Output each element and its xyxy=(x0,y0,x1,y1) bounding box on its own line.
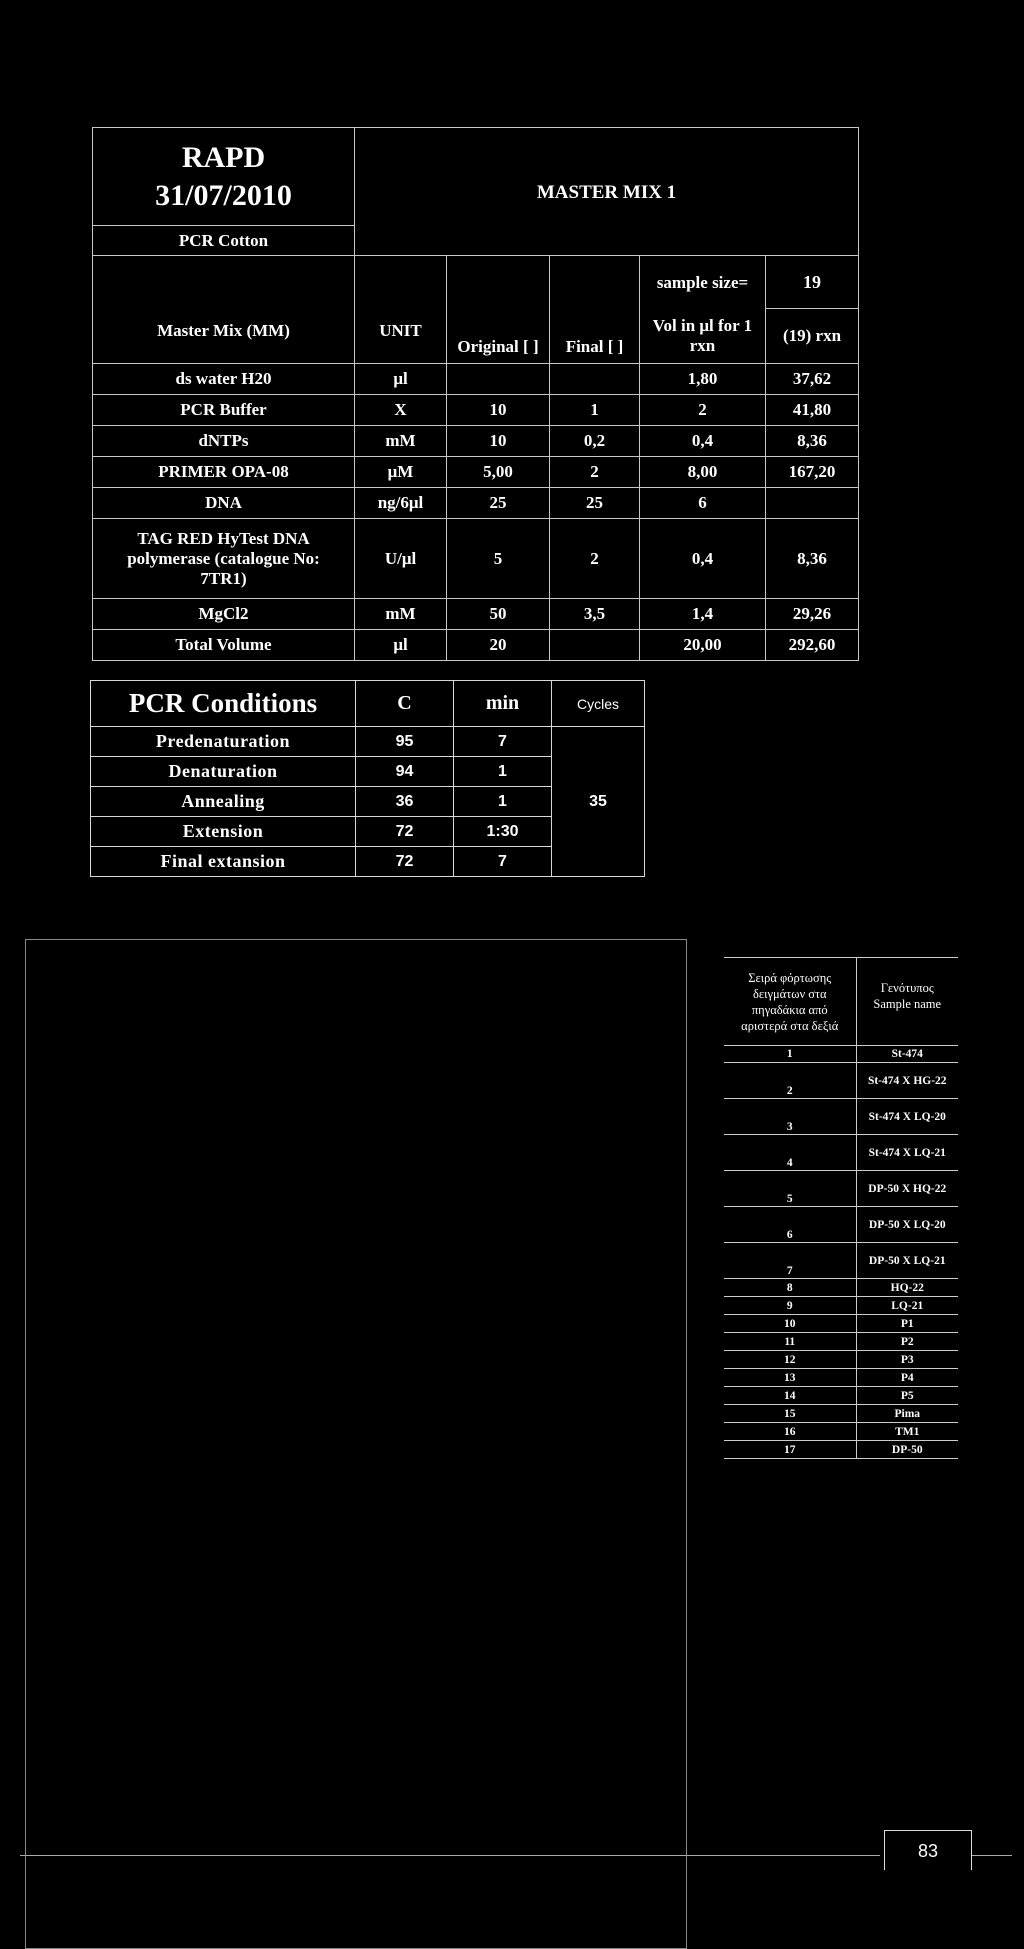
row-final xyxy=(550,364,640,395)
row-final xyxy=(550,630,640,661)
row-name: PCR Buffer xyxy=(93,395,355,426)
protocol-title: RAPD xyxy=(181,140,266,174)
row-vol1: 8,00 xyxy=(640,457,766,488)
sample-name: HQ-22 xyxy=(856,1279,958,1297)
sample-number: 13 xyxy=(724,1369,856,1387)
sample-number: 17 xyxy=(724,1441,856,1459)
row-voln xyxy=(766,488,859,519)
row-name: TAG RED HyTest DNA polymerase (catalogue No: 7TR1) xyxy=(93,519,355,599)
header-genotype: Γενότυπος Sample name xyxy=(856,958,958,1046)
step-name: Annealing xyxy=(91,787,356,817)
sample-number: 9 xyxy=(724,1297,856,1315)
row-unit: mM xyxy=(355,599,447,630)
sample-name: LQ-21 xyxy=(856,1297,958,1315)
row-original: 25 xyxy=(447,488,550,519)
sample-name: TM1 xyxy=(856,1423,958,1441)
row-vol1: 0,4 xyxy=(640,426,766,457)
step-min: 7 xyxy=(454,727,552,757)
row-voln: 292,60 xyxy=(766,630,859,661)
step-min: 1 xyxy=(454,757,552,787)
sample-name: DP-50 xyxy=(856,1441,958,1459)
col-c-header: C xyxy=(356,681,454,727)
sample-name: Pima xyxy=(856,1405,958,1423)
step-min: 1:30 xyxy=(454,817,552,847)
step-temp: 72 xyxy=(356,817,454,847)
footer-rule xyxy=(20,1855,880,1856)
col-min-header: min xyxy=(454,681,552,727)
sample-number: 16 xyxy=(724,1423,856,1441)
row-unit: μl xyxy=(355,630,447,661)
sample-number: 7 xyxy=(724,1243,856,1279)
row-name: dNTPs xyxy=(93,426,355,457)
row-final: 2 xyxy=(550,519,640,599)
row-vol1: 0,4 xyxy=(640,519,766,599)
sample-number: 6 xyxy=(724,1207,856,1243)
sample-name: P2 xyxy=(856,1333,958,1351)
pcr-conditions-table xyxy=(90,680,645,877)
vol-one-label: Vol in μl for 1 rxn xyxy=(652,315,753,355)
sample-name: St-474 X LQ-21 xyxy=(856,1135,958,1171)
page-number: 83 xyxy=(884,1830,972,1870)
header-loading-order: Σειρά φόρτωσης δειγμάτων στα πηγαδάκια από αριστερά στα δεξιά xyxy=(724,958,856,1046)
row-vol1: 1,4 xyxy=(640,599,766,630)
row-voln: 41,80 xyxy=(766,395,859,426)
cycles-value: 35 xyxy=(552,727,645,877)
step-name: Denaturation xyxy=(91,757,356,787)
row-original: 10 xyxy=(447,395,550,426)
row-voln: 8,36 xyxy=(766,426,859,457)
row-final: 1 xyxy=(550,395,640,426)
header-final: Final [ ] xyxy=(550,256,640,364)
sample-order-table xyxy=(724,957,958,1459)
step-temp: 36 xyxy=(356,787,454,817)
step-temp: 95 xyxy=(356,727,454,757)
sample-name: P3 xyxy=(856,1351,958,1369)
title-cell xyxy=(93,128,355,226)
row-unit: U/μl xyxy=(355,519,447,599)
sample-name: St-474 X HG-22 xyxy=(856,1063,958,1099)
row-name: PRIMER OPA-08 xyxy=(93,457,355,488)
row-original xyxy=(447,364,550,395)
sample-number: 12 xyxy=(724,1351,856,1369)
row-final: 0,2 xyxy=(550,426,640,457)
sample-size-value: 19 xyxy=(766,256,858,309)
step-temp: 94 xyxy=(356,757,454,787)
sample-name: P5 xyxy=(856,1387,958,1405)
master-mix-table xyxy=(92,127,859,661)
row-name: MgCl2 xyxy=(93,599,355,630)
row-unit: μl xyxy=(355,364,447,395)
vol-n-label: (19) rxn xyxy=(782,326,842,345)
sample-name: DP-50 X LQ-21 xyxy=(856,1243,958,1279)
header-name: Master Mix (MM) xyxy=(93,256,355,364)
step-name: Predenaturation xyxy=(91,727,356,757)
sample-number: 15 xyxy=(724,1405,856,1423)
row-voln: 29,26 xyxy=(766,599,859,630)
step-name: Final extansion xyxy=(91,847,356,877)
protocol-date: 31/07/2010 xyxy=(155,178,292,212)
step-name: Extension xyxy=(91,817,356,847)
row-final: 3,5 xyxy=(550,599,640,630)
row-original: 5 xyxy=(447,519,550,599)
sample-size-label: sample size= xyxy=(656,272,749,292)
row-voln: 8,36 xyxy=(766,519,859,599)
step-min: 1 xyxy=(454,787,552,817)
header-voln xyxy=(766,256,859,364)
header-vol1 xyxy=(640,256,766,364)
header-unit: UNIT xyxy=(355,256,447,364)
row-name: DNA xyxy=(93,488,355,519)
row-original: 20 xyxy=(447,630,550,661)
sample-number: 3 xyxy=(724,1099,856,1135)
row-final: 2 xyxy=(550,457,640,488)
sample-number: 5 xyxy=(724,1171,856,1207)
row-original: 50 xyxy=(447,599,550,630)
row-unit: μM xyxy=(355,457,447,488)
header-original: Original [ ] xyxy=(447,256,550,364)
sample-number: 11 xyxy=(724,1333,856,1351)
master-mix-title: MASTER MIX 1 xyxy=(355,128,859,256)
row-name: ds water H20 xyxy=(93,364,355,395)
conditions-title: PCR Conditions xyxy=(91,681,356,727)
sample-number: 8 xyxy=(724,1279,856,1297)
gel-image-frame xyxy=(25,939,687,1949)
sample-number: 10 xyxy=(724,1315,856,1333)
row-unit: ng/6μl xyxy=(355,488,447,519)
row-voln: 37,62 xyxy=(766,364,859,395)
row-unit: mM xyxy=(355,426,447,457)
sample-name: P4 xyxy=(856,1369,958,1387)
sample-name: DP-50 X HQ-22 xyxy=(856,1171,958,1207)
step-temp: 72 xyxy=(356,847,454,877)
sample-number: 2 xyxy=(724,1063,856,1099)
sample-number: 1 xyxy=(724,1046,856,1063)
row-vol1: 20,00 xyxy=(640,630,766,661)
sample-name: St-474 X LQ-20 xyxy=(856,1099,958,1135)
row-unit: X xyxy=(355,395,447,426)
row-original: 10 xyxy=(447,426,550,457)
row-original: 5,00 xyxy=(447,457,550,488)
step-min: 7 xyxy=(454,847,552,877)
row-vol1: 6 xyxy=(640,488,766,519)
sample-name: P1 xyxy=(856,1315,958,1333)
crop-label: PCR Cotton xyxy=(93,226,355,256)
col-cycles-header: Cycles xyxy=(552,681,645,727)
row-vol1: 2 xyxy=(640,395,766,426)
sample-number: 14 xyxy=(724,1387,856,1405)
footer-rule-right xyxy=(972,1855,1012,1856)
row-name: Total Volume xyxy=(93,630,355,661)
sample-name: St-474 xyxy=(856,1046,958,1063)
sample-number: 4 xyxy=(724,1135,856,1171)
sample-name: DP-50 X LQ-20 xyxy=(856,1207,958,1243)
row-voln: 167,20 xyxy=(766,457,859,488)
row-vol1: 1,80 xyxy=(640,364,766,395)
row-final: 25 xyxy=(550,488,640,519)
